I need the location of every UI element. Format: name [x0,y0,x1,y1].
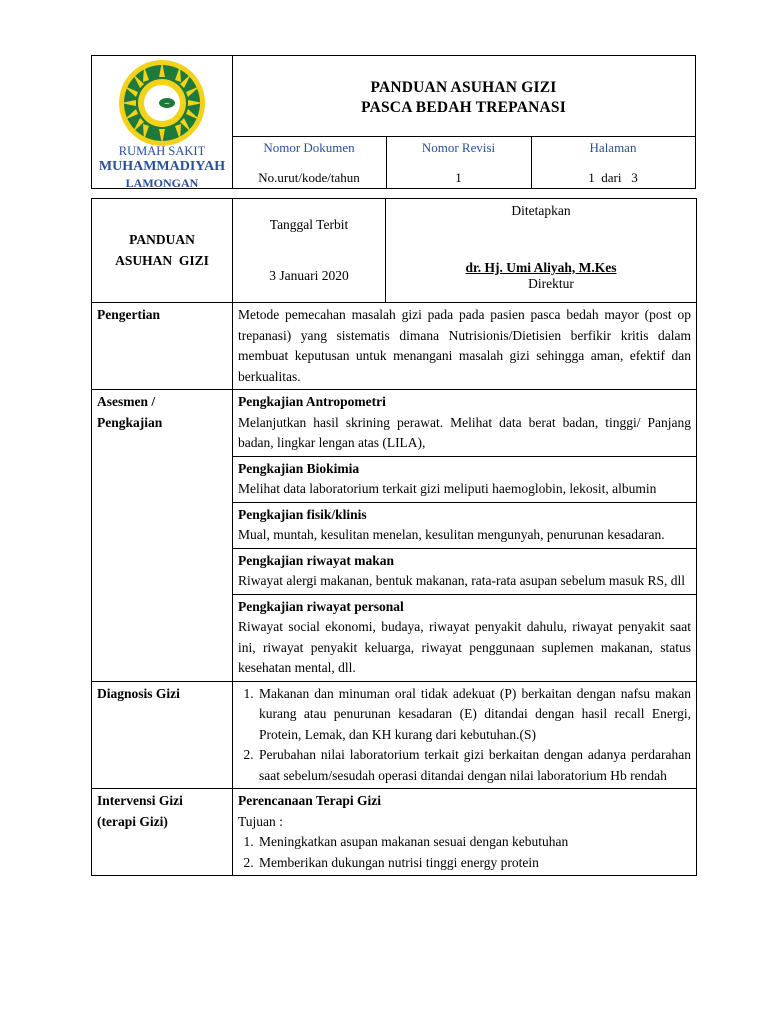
revision-value: 1 [455,170,462,185]
issue-date-label: Tanggal Terbit [269,217,349,232]
asesmen-riwayat-personal [233,594,697,681]
asesmen-item-title: Pengkajian riwayat personal [238,598,404,614]
label-intervensi-line2: (terapi Gizi) [97,813,168,829]
intervensi-list [238,832,691,873]
row-asesmen-1 [92,390,697,457]
intervensi-subtitle: Perencanaan Terapi Gizi [238,793,382,808]
intervensi-goal-label: Tujuan : [238,813,283,829]
guideline-table [91,198,697,876]
list-item: 1. Makanan dan minuman oral tidak adekuat (P) berkaitan dengan nafsu makan kurang atau penurunan kesadaran (E) ditandai dengan hasil recall Energi, Protein, Lemak, dan KH kurang dari kebutuhan.(S) [257,684,691,746]
asesmen-antropometri [233,390,697,457]
hospital-logo-icon [116,58,208,148]
document-header [91,55,696,189]
list-item: 2. Perubahan nilai laboratorium terkait gizi berkaitan dengan adanya perdarahan saat sebelum/sesudah operasi ditandai dengan nilai laboratorium Hb rendah [257,745,691,786]
intervensi-content [233,789,697,876]
row-pengertian [92,303,697,390]
issue-date-cell [233,199,386,303]
info-row [92,199,697,303]
title-line-1: PANDUAN ASUHAN GIZI [370,79,557,96]
hospital-logo-cell [92,56,233,188]
doc-number-value: No.urut/kode/tahun [258,170,360,185]
asesmen-item-text: Mual, muntah, kesulitan menelan, kesulitan mengunyah, penurunan kesadaran. [238,527,665,542]
list-item: 1. Meningkatkan asupan makanan sesuai dengan kebutuhan [257,832,691,853]
meta-document-number [232,136,387,188]
svg-text:~: ~ [164,100,170,108]
asesmen-riwayat-makan [233,548,697,594]
label-pengertian: Pengertian [92,303,233,390]
asesmen-item-title: Pengkajian Biokimia [238,460,360,476]
page-label: Halaman [589,140,637,155]
asesmen-item-text: Riwayat alergi makanan, bentuk makanan, rata-rata asupan sebelum masuk RS, dll [238,573,685,588]
diagnosis-list [238,684,691,787]
list-item: 2. Memberikan dukungan nutrisi tinggi energy protein [257,853,691,874]
asesmen-fisik-klinis [233,502,697,548]
approval-cell [386,199,697,303]
diagnosis-content [233,681,697,789]
signer-title: Direktur [528,275,574,291]
asesmen-item-text: Riwayat social ekonomi, budaya, riwayat penyakit dahulu, riwayat penyakit saat ini, riwayat penyakit keluarga, riwayat penggunaan suplemen makanan, status kesehatan mental, dll. [238,619,691,675]
doc-type-line1: PANDUAN [129,232,195,247]
doc-type-line2: ASUHAN GIZI [115,252,209,268]
label-intervensi [92,789,233,876]
doc-type-cell [92,199,233,303]
asesmen-item-text: Melihat data laboratorium terkait gizi meliputi haemoglobin, lekosit, albumin [238,481,657,496]
issue-date-value: 3 Januari 2020 [269,267,349,283]
title-line-2: PASCA BEDAH TREPANASI [361,99,566,116]
label-diagnosis: Diagnosis Gizi [92,681,233,789]
asesmen-item-title: Pengkajian fisik/klinis [238,506,367,522]
revision-label: Nomor Revisi [421,140,496,155]
signer-name: dr. Hj. Umi Aliyah, M.Kes [465,259,617,275]
asesmen-item-title: Pengkajian Antropometri [238,394,386,409]
row-intervensi [92,789,697,876]
doc-number-label: Nomor Dokumen [263,140,355,155]
label-asesmen-line2: Pengkajian [97,414,163,430]
meta-revision [386,136,532,188]
hospital-name-line3: LAMONGAN [125,176,199,190]
hospital-name-line1: RUMAH SAKIT [118,144,206,158]
asesmen-biokimia [233,456,697,502]
asesmen-item-title: Pengkajian riwayat makan [238,552,395,568]
meta-page [531,136,695,188]
text-pengertian: Metode pemecahan masalah gizi pada pada pasien pasca bedah mayor (post op trepanasi) yang sistematis dimana Nutrisionis/Dietisien berfikir kritis dalam membuat keputusan untuk menangani masalah gizi sehingga aman, efektif dan berkualitas. [233,303,697,390]
row-diagnosis [92,681,697,789]
asesmen-item-text: Melanjutkan hasil skrining perawat. Melihat data berat badan, tinggi/ Panjang badan, lingkar lengan atas (LILA), [238,414,691,450]
label-asesmen [92,390,233,682]
page-value: 1 dari 3 [588,170,638,185]
approved-label: Ditetapkan [511,203,571,218]
label-asesmen-line1: Asesmen / [97,394,156,409]
document-title [232,56,695,137]
hospital-name-line2: MUHAMMADIYAH [98,159,226,174]
label-intervensi-line1: Intervensi Gizi [97,793,183,808]
